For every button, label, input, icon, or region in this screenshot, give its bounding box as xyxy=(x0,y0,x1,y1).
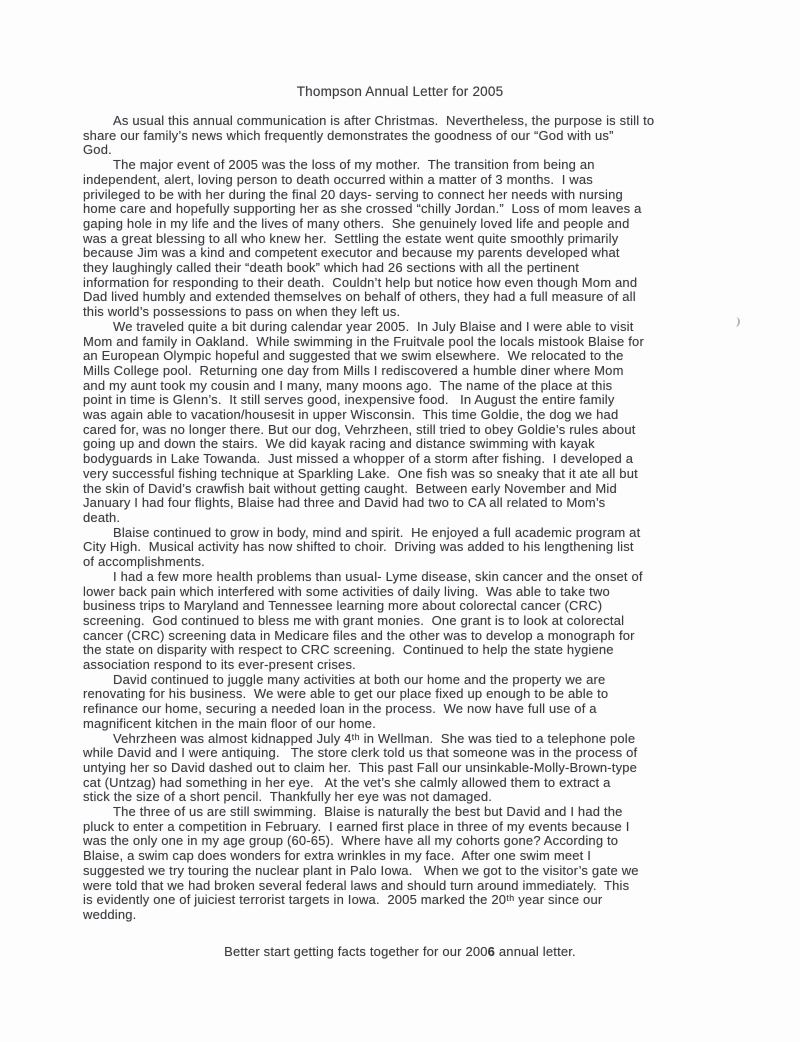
text-line: The major event of 2005 was the loss of my mother. The transition from being an xyxy=(113,157,595,173)
text-line: pluck to enter a competition in February. I earned first place in three of my events because I xyxy=(83,818,630,834)
paragraph xyxy=(83,673,722,732)
text-line: the state on disparity with respect to CRC screening. Continued to help the state hygiene xyxy=(83,642,614,658)
text-line: business trips to Maryland and Tennessee learning more about colorectal cancer (CRC) xyxy=(83,598,603,614)
text-line: were told that we had broken several federal laws and should turn around immediately. This xyxy=(83,877,630,893)
text-line: going up and down the stairs. We did kayak racing and distance swimming with kayak xyxy=(83,436,595,452)
text-line: Mom and family in Oakland. While swimming in the Fruitvale pool the locals mistook Blaise for xyxy=(83,333,644,349)
paragraph xyxy=(83,805,722,923)
closing-line xyxy=(0,944,800,959)
text-line: bodyguards in Lake Towanda. Just missed a whopper of a storm after fishing. I developed a xyxy=(83,451,634,467)
paragraph xyxy=(83,158,722,320)
text-line: they laughingly called their “death book” which had 26 sections with all the pertinent xyxy=(83,260,580,276)
text-line: magnificent kitchen in the main floor of our home. xyxy=(83,715,376,731)
text-line: City High. Musical activity has now shifted to choir. Driving was added to his lengthening list xyxy=(83,539,634,555)
text-line: and my aunt took my cousin and I many, many moons ago. The name of the place at this xyxy=(83,377,613,393)
closing-text-suffix: annual letter. xyxy=(495,943,576,959)
paragraph xyxy=(83,732,722,806)
text-line: is evidently one of juiciest terrorist targets in Iowa. 2005 marked the 20ᵗʰ year since our xyxy=(83,892,603,908)
text-line: association respond to its ever-present crises. xyxy=(83,657,356,673)
text-line: lower back pain which interfered with some activities of daily living. Was able to take two xyxy=(83,583,610,599)
text-line: because Jim was a kind and competent executor and because my parents developed what xyxy=(83,245,620,261)
text-line: privileged to be with her during the final 20 days- serving to connect her needs with nursing xyxy=(83,186,623,202)
text-line: independent, alert, loving person to death occurred within a matter of 3 months. I was xyxy=(83,171,593,187)
text-line: the skin of David’s crawfish bait without getting caught. Between early November and Mid xyxy=(83,480,617,496)
text-line: was the only one in my age group (60-65). Where have all my cohorts gone? According to xyxy=(83,833,619,849)
text-line: stick the size of a short pencil. Thankfully her eye was not damaged. xyxy=(83,789,493,805)
text-line: untying her so David dashed out to claim her. This past Fall our unsinkable-Molly-Brown-type xyxy=(83,759,638,775)
text-line: was again able to vacation/housesit in upper Wisconsin. This time Goldie, the dog we had xyxy=(83,407,619,423)
text-line: of accomplishments. xyxy=(83,554,205,570)
text-line: very successful fishing technique at Sparkling Lake. One fish was so sneaky that it ate all but xyxy=(83,465,638,481)
text-line: Blaise continued to grow in body, mind and spirit. He enjoyed a full academic program at xyxy=(113,524,641,540)
text-line: Dad lived humbly and extended themselves on behalf of others, they had a full measure of all xyxy=(83,289,636,305)
closing-bold-digit: 6 xyxy=(487,943,496,959)
text-line: We traveled quite a bit during calendar year 2005. In July Blaise and I were able to visit xyxy=(113,318,634,334)
text-line: point in time is Glenn’s. It still serves good, inexpensive food. In August the entire family xyxy=(83,392,615,408)
closing-text-prefix: Better start getting facts together for our 200 xyxy=(224,943,488,959)
text-line: while David and I were antiquing. The store clerk told us that someone was in the process of xyxy=(83,745,638,761)
letter-body xyxy=(83,114,722,923)
letter-title: Thompson Annual Letter for 2005 xyxy=(296,84,504,99)
text-line: wedding. xyxy=(83,906,137,922)
text-line: God. xyxy=(83,142,112,158)
text-line: renovating for his business. We were able to get our place fixed up enough to be able to xyxy=(83,686,609,702)
text-line: cared for, was no longer there. But our dog, Vehrzheen, still tried to obey Goldie’s rules about xyxy=(83,421,636,437)
text-line: this world’s possessions to pass on when they left us. xyxy=(83,304,401,320)
text-line: home care and hopefully supporting her as she crossed “chilly Jordan.” Loss of mom leaves a xyxy=(83,201,642,217)
text-line: screening. God continued to bless me with grant monies. One grant is to look at colorectal xyxy=(83,612,625,628)
paragraph xyxy=(83,320,722,526)
text-line: As usual this annual communication is after Christmas. Nevertheless, the purpose is still to xyxy=(113,113,655,128)
text-line: Vehrzheen was almost kidnapped July 4ᵗʰ in Wellman. She was tied to a telephone pole xyxy=(113,730,636,746)
text-line: an European Olympic hopeful and suggested that we swim elsewhere. We relocated to the xyxy=(83,348,624,364)
text-line: January I had four flights, Blaise had three and David had two to CA all related to Mom’s xyxy=(83,495,606,511)
text-line: cat (Untzag) had something in her eye. At the vet’s she calmly allowed them to extract a xyxy=(83,774,611,790)
paragraph xyxy=(83,114,722,158)
paragraph xyxy=(83,526,722,570)
text-line: I had a few more health problems than usual- Lyme disease, skin cancer and the onset of xyxy=(113,568,643,584)
text-line: David continued to juggle many activities at both our home and the property we are xyxy=(113,671,606,687)
text-line: Blaise, a swim cap does wonders for extra wrinkles in my face. After one swim meet I xyxy=(83,848,592,864)
text-line: death. xyxy=(83,509,121,525)
paragraph xyxy=(83,570,722,673)
text-line: refinance our home, securing a needed loan in the process. We now have full use of a xyxy=(83,701,597,717)
text-line: share our family’s news which frequently demonstrates the goodness of our “God with us” xyxy=(83,127,614,143)
text-line: gaping hole in my life and the lives of many others. She genuinely loved life and people and xyxy=(83,215,630,231)
text-line: was a great blessing to all who knew her. Settling the estate went quite smoothly primarily xyxy=(83,230,619,246)
text-line: cancer (CRC) screening data in Medicare files and the other was to develop a monograph for xyxy=(83,627,635,643)
text-line: information for responding to their death. Couldn’t help but notice how even though Mom and xyxy=(83,274,638,290)
scan-smudge-artifact xyxy=(732,317,740,328)
text-line: Mills College pool. Returning one day from Mills I rediscovered a humble diner where Mom xyxy=(83,362,624,378)
text-line: The three of us are still swimming. Blaise is naturally the best but David and I had the xyxy=(113,804,623,820)
text-line: suggested we try touring the nuclear plant in Palo Iowa. When we got to the visitor’s gate we xyxy=(83,862,639,878)
